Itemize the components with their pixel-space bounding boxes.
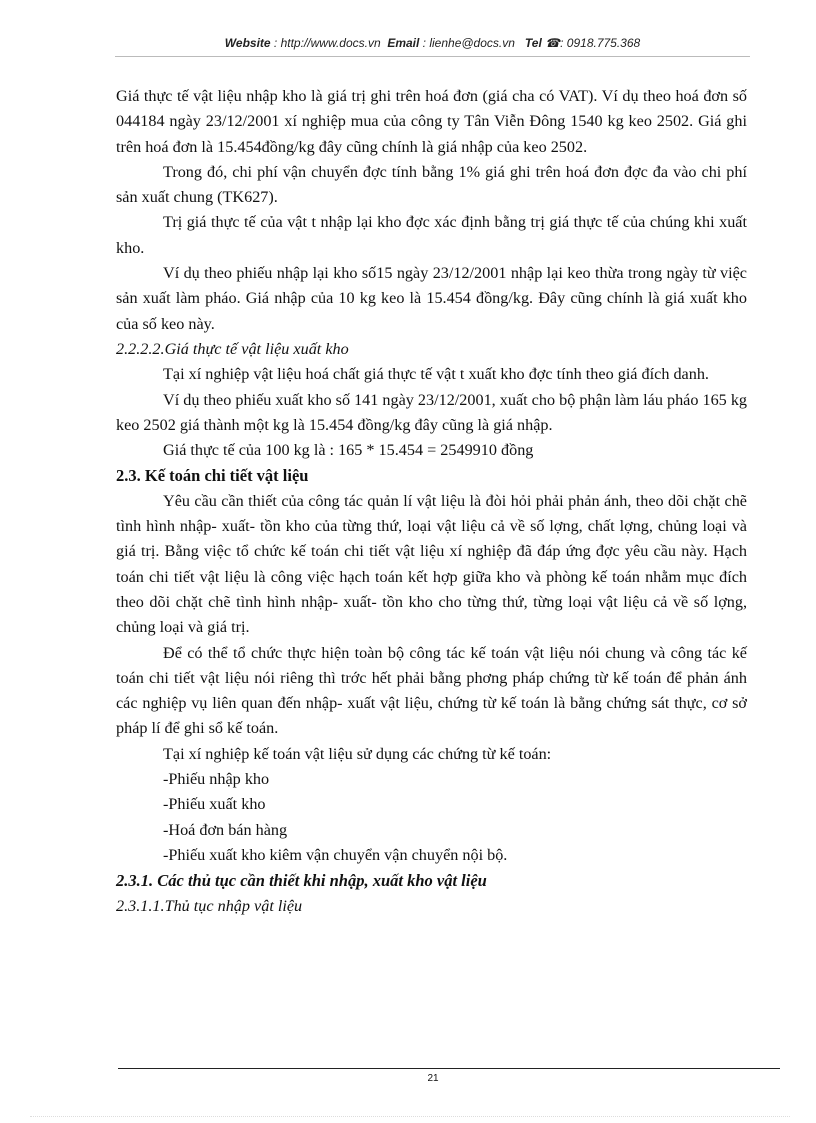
list-item: -Phiếu xuất kho xyxy=(163,795,266,814)
email-label: Email xyxy=(387,36,420,50)
page-bottom-border xyxy=(30,1116,790,1117)
paragraph: Giá thực tế của 100 kg là : 165 * 15.454 = 2549910 đồng xyxy=(163,441,534,460)
website-value: : http://www.docs.vn xyxy=(273,36,381,50)
subsubsection-heading: 2.3.1.1.Thủ tục nhập vật liệu xyxy=(116,896,303,915)
list-item: -Hoá đơn bán hàng xyxy=(163,820,288,839)
paragraph: Ví dụ theo phiếu nhập lại kho số15 ngày 23/12/2001 nhập lại keo thừa trong ngày từ việc sản xuất làm pháo. Giá nhập của 10 kg keo là 15.454 đồng/kg. Đây cũng chính là giá xuất kho của số keo này. xyxy=(116,264,747,333)
paragraph: Trị giá thực tế của vật t nhập lại kho đợc xác định bằng trị giá thực tế của chúng khi xuất kho. xyxy=(116,213,747,257)
tel-label: Tel xyxy=(524,36,542,50)
paragraph: Để có thể tổ chức thực hiện toàn bộ công tác kế toán vật liệu nói chung và công tác kế toán chi tiết vật liệu nói riêng thì trớc hết phải bằng phơng pháp chứng từ kế toán để phản ánh các nghiệp vụ liên quan đến nhập- xuất vật liệu, chứng từ kế toán là bằng chứng sát thực, cơ sở pháp lí để ghi sổ kế toán. xyxy=(116,643,747,738)
paragraph: Giá thực tế vật liệu nhập kho là giá trị ghi trên hoá đơn (giá cha có VAT). Ví dụ theo hoá đơn số 044184 ngày 23/12/2001 xí nghiệp mua của công ty Tân Viễn Đông 1540 kg keo 2502. Giá ghi trên hoá đơn là 15.454đồng/kg đây cũng chính là giá nhập của keo 2502. xyxy=(116,87,747,156)
paragraph: Tại xí nghiệp vật liệu hoá chất giá thực tế vật t xuất kho đợc tính theo giá đích danh. xyxy=(163,365,709,384)
list-item: -Phiếu nhập kho xyxy=(163,770,270,789)
subsubsection-heading: 2.2.2.2.Giá thực tế vật liệu xuất kho xyxy=(116,339,349,358)
paragraph: Yêu cầu cần thiết của công tác quản lí vật liệu là đòi hỏi phải phản ánh, theo dõi chặt chẽ tình hình nhập- xuất- tồn kho của từng thứ, loại vật liệu cả về số lợng, chất lợng, chủng loại và giá trị. Bằng việc tổ chức kế toán chi tiết vật liệu xí nghiệp đã đáp ứng đợc yêu cầu này. Hạch toán chi tiết vật liệu là công việc hạch toán kết hợp giữa kho và phòng kế toán nhằm mục đích theo dõi chặt chẽ tình hình nhập- xuất- tồn kho cho từng thứ, từng loại vật liệu cả về số lợng, chủng loại và giá trị. xyxy=(116,491,747,637)
email-value: : lienhe@docs.vn xyxy=(422,36,515,50)
paragraph: Tại xí nghiệp kế toán vật liệu sử dụng các chứng từ kế toán: xyxy=(163,744,552,763)
list-item: -Phiếu xuất kho kiêm vận chuyển vận chuyển nội bộ. xyxy=(163,845,508,864)
page-header xyxy=(115,36,750,50)
page-number: 21 xyxy=(427,1073,439,1084)
phone-icon: ☎ xyxy=(545,36,561,50)
document-body xyxy=(116,84,747,919)
paragraph: Ví dụ theo phiếu xuất kho số 141 ngày 23/12/2001, xuất cho bộ phận làm láu pháo 165 kg keo 2502 giá thành một kg là 15.454 đồng/kg đây cũng là giá nhập. xyxy=(116,390,748,434)
paragraph: Trong đó, chi phí vận chuyển đợc tính bằng 1% giá ghi trên hoá đơn đợc đa vào chi phí sản xuất chung (TK627). xyxy=(116,162,747,207)
website-label: Website xyxy=(224,36,271,50)
header-divider xyxy=(115,56,750,57)
tel-value: : 0918.775.368 xyxy=(560,36,641,50)
footer-divider xyxy=(118,1068,780,1069)
section-heading: 2.3. Kế toán chi tiết vật liệu xyxy=(116,466,309,486)
subsection-heading: 2.3.1. Các thủ tục cần thiết khi nhập, xuất kho vật liệu xyxy=(116,871,487,891)
